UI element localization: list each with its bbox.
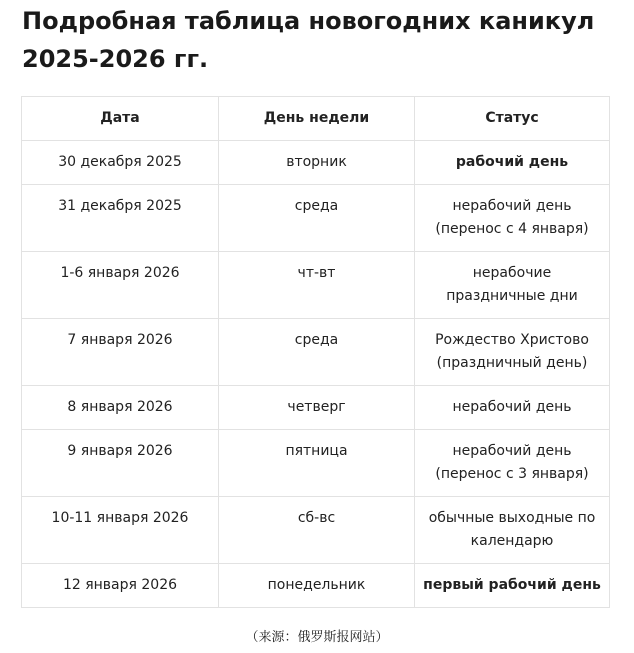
cell-weekday: четверг	[219, 386, 415, 430]
table-row	[22, 185, 610, 252]
table-row	[22, 319, 610, 386]
source-caption: （来源：俄罗斯报网站）	[245, 630, 389, 645]
cell-status: Рождество Христово (праздничный день)	[415, 319, 610, 386]
cell-weekday: среда	[219, 319, 415, 386]
cell-date: 1-6 января 2026	[22, 252, 219, 319]
cell-date: 12 января 2026	[22, 564, 219, 608]
table-header-row	[22, 97, 610, 141]
cell-weekday: пятница	[219, 430, 415, 497]
cell-date: 30 декабря 2025	[22, 141, 219, 185]
header-status: Статус	[415, 97, 610, 141]
header-weekday: День недели	[219, 97, 415, 141]
table-row	[22, 564, 610, 608]
cell-weekday: чт-вт	[219, 252, 415, 319]
cell-weekday: среда	[219, 185, 415, 252]
holidays-table	[21, 96, 610, 608]
table-row	[22, 386, 610, 430]
header-date: Дата	[22, 97, 219, 141]
cell-date: 10-11 января 2026	[22, 497, 219, 564]
cell-status: первый рабочий день	[415, 564, 610, 608]
cell-status: нерабочий день (перенос с 4 января)	[415, 185, 610, 252]
cell-weekday: понедельник	[219, 564, 415, 608]
table-row	[22, 430, 610, 497]
cell-status: нерабочий день	[415, 386, 610, 430]
cell-date: 7 января 2026	[22, 319, 219, 386]
table-row	[22, 252, 610, 319]
table-row	[22, 497, 610, 564]
cell-weekday: вторник	[219, 141, 415, 185]
cell-date: 31 декабря 2025	[22, 185, 219, 252]
cell-status: нерабочие праздничные дни	[415, 252, 610, 319]
cell-status: обычные выходные по календарю	[415, 497, 610, 564]
cell-weekday: сб-вс	[219, 497, 415, 564]
cell-date: 9 января 2026	[22, 430, 219, 497]
page-title: Подробная таблица новогодних каникул 2025-2026 гг.	[22, 7, 595, 73]
cell-status: рабочий день	[415, 141, 610, 185]
cell-status: нерабочий день (перенос с 3 января)	[415, 430, 610, 497]
table-row	[22, 141, 610, 185]
cell-date: 8 января 2026	[22, 386, 219, 430]
